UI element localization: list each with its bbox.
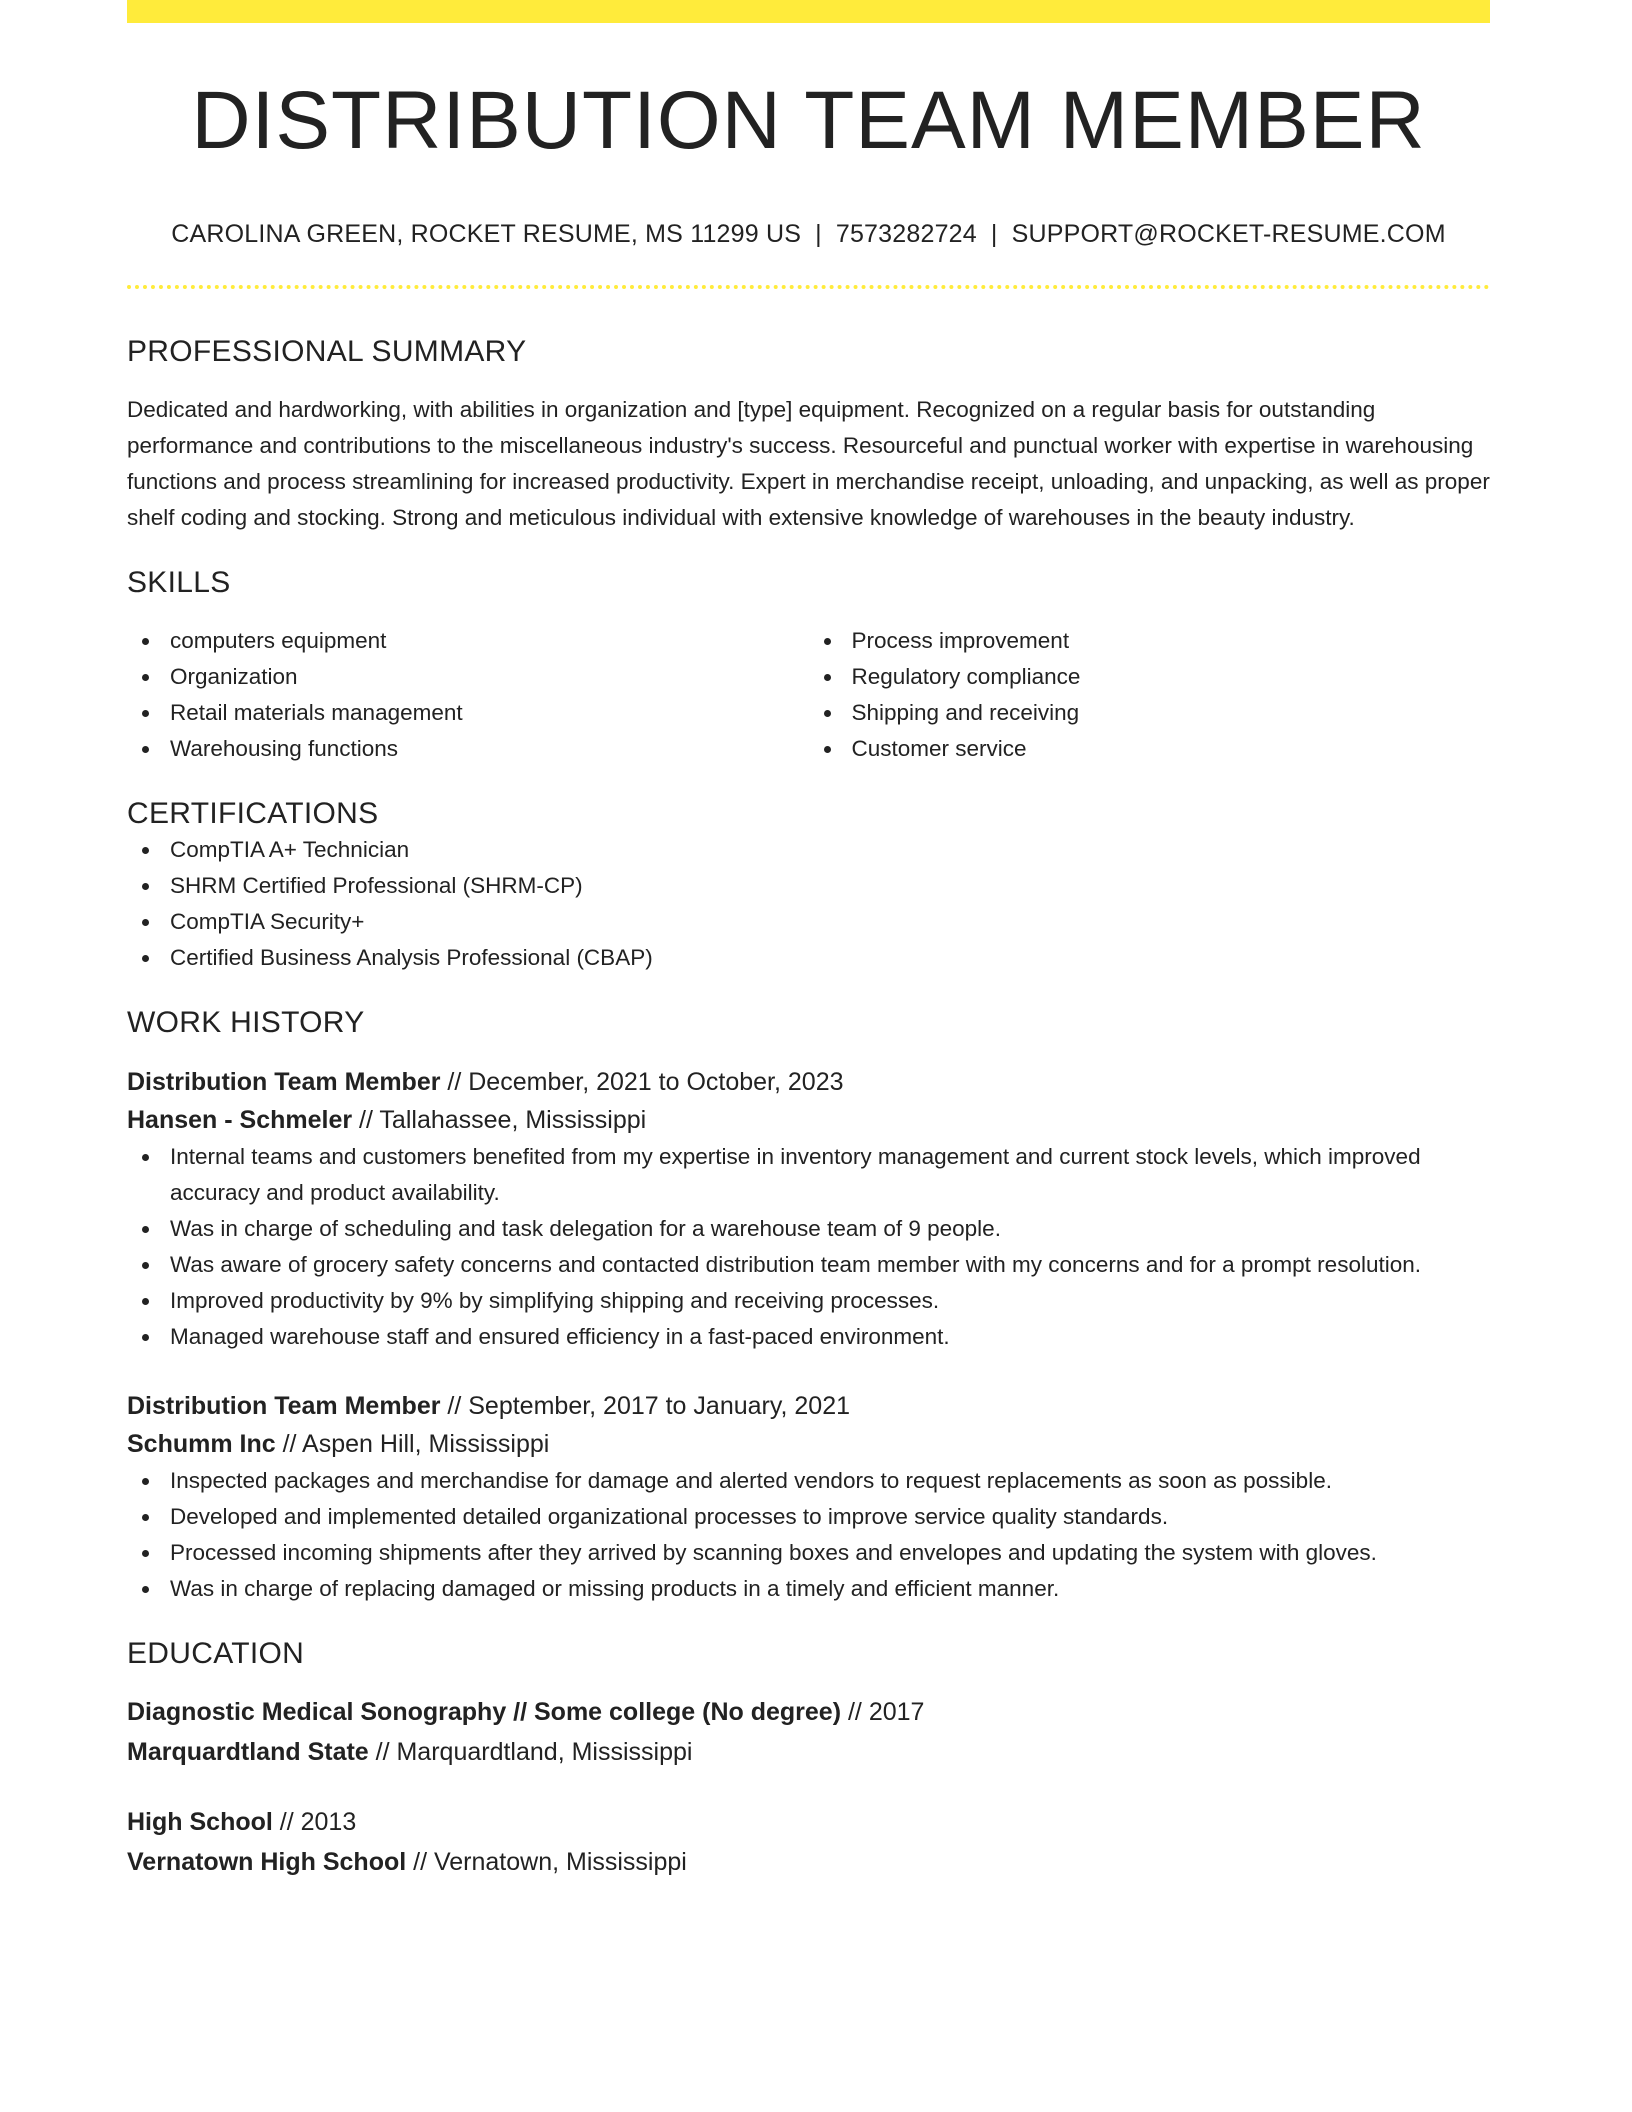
education-school-line [127,1842,1490,1882]
job-title: Distribution Team Member [127,1068,441,1096]
job-bullet: Managed warehouse staff and ensured efficiency in a fast-paced environment. [127,1319,1490,1355]
job-title-line [127,1063,1490,1101]
job-bullet: Inspected packages and merchandise for damage and alerted vendors to request replacements as soon as possible. [127,1463,1490,1499]
job-dates: // December, 2021 to October, 2023 [440,1068,844,1096]
job-bullet: Improved productivity by 9% by simplifying shipping and receiving processes. [127,1283,1490,1319]
contact-email: SUPPORT@ROCKET-RESUME.COM [1011,220,1446,248]
education-year: // 2017 [841,1698,925,1726]
skill-item: Shipping and receiving [809,695,1491,731]
skills-list [127,623,1490,767]
education-degree: Diagnostic Medical Sonography // Some college (No degree) [127,1698,842,1726]
certification-item: SHRM Certified Professional (SHRM-CP) [127,868,1490,904]
education-location: // Vernatown, Mississippi [406,1848,687,1876]
education-entry [127,1692,1490,1772]
resume-title: DISTRIBUTION TEAM MEMBER [191,75,1426,166]
education-location: // Marquardtland, Mississippi [368,1738,693,1766]
resume-page [127,0,1490,1882]
job-bullet: Internal teams and customers benefited from my expertise in inventory management and current stock levels, which improved accuracy and product availability. [127,1139,1490,1211]
certification-item: CompTIA A+ Technician [127,832,1490,868]
skills-column-left [127,623,809,767]
job-company: Schumm Inc [127,1430,276,1458]
job-bullet: Developed and implemented detailed organizational processes to improve service quality standards. [127,1499,1490,1535]
job-location: // Tallahassee, Mississippi [352,1106,647,1134]
contact-separator: | [990,220,998,248]
contact-phone: 7573282724 [835,220,977,248]
job-bullet: Was aware of grocery safety concerns and contacted distribution team member with my concerns and for a prompt resolution. [127,1247,1490,1283]
education-year: // 2013 [272,1808,357,1836]
skill-item: computers equipment [127,623,809,659]
summary-text: Dedicated and hardworking, with abilities in organization and [type] equipment. Recognized on a regular basis for outstanding performance and contributions to the miscellaneous industry's success. Resourceful and punctual worker with expertise in warehousing functions and process streamlining for increased productivity. Expert in merchandise receipt, unloading, and unpacking, as well as proper shelf coding and stocking. Strong and meticulous individual with extensive knowledge of warehouses in the beauty industry. [127,397,1490,530]
education-degree: High School [127,1808,273,1836]
skill-item: Customer service [809,731,1491,767]
job-bullets [127,1139,1490,1355]
job-entry [127,1387,1490,1607]
skill-item: Retail materials management [127,695,809,731]
job-title-line [127,1387,1490,1425]
skills-heading: SKILLS [127,566,231,599]
education-school: Marquardtland State [127,1738,369,1766]
skill-item: Organization [127,659,809,695]
certification-item: Certified Business Analysis Professional (CBAP) [127,940,1490,976]
accent-bar [127,0,1490,23]
certifications-list [127,832,1490,976]
job-bullets [127,1463,1490,1607]
contact-address: CAROLINA GREEN, ROCKET RESUME, MS 11299 US [171,220,802,248]
job-entry [127,1063,1490,1355]
certification-item: CompTIA Security+ [127,904,1490,940]
contact-separator: | [815,220,822,248]
summary-heading: PROFESSIONAL SUMMARY [127,335,527,368]
job-company-line [127,1101,1490,1139]
job-bullet: Was in charge of replacing damaged or missing products in a timely and efficient manner. [127,1571,1490,1607]
contact-line [127,219,1490,249]
education-school-line [127,1732,1490,1772]
education-entry [127,1802,1490,1882]
job-bullet: Was in charge of scheduling and task delegation for a warehouse team of 9 people. [127,1211,1490,1247]
dotted-divider [127,285,1490,289]
skill-item: Process improvement [809,623,1491,659]
work-history-heading: WORK HISTORY [127,1006,365,1039]
skill-item: Warehousing functions [127,731,809,767]
education-degree-line [127,1692,1490,1732]
job-location: // Aspen Hill, Mississippi [275,1430,550,1458]
skills-column-right [809,623,1491,767]
certifications-heading: CERTIFICATIONS [127,797,379,830]
education-degree-line [127,1802,1490,1842]
education-heading: EDUCATION [127,1637,305,1670]
job-title: Distribution Team Member [127,1392,441,1420]
job-company-line [127,1425,1490,1463]
job-bullet: Processed incoming shipments after they arrived by scanning boxes and envelopes and updating the system with gloves. [127,1535,1490,1571]
job-company: Hansen - Schmeler [127,1106,353,1134]
skill-item: Regulatory compliance [809,659,1491,695]
job-dates: // September, 2017 to January, 2021 [440,1392,851,1420]
education-school: Vernatown High School [127,1848,407,1876]
